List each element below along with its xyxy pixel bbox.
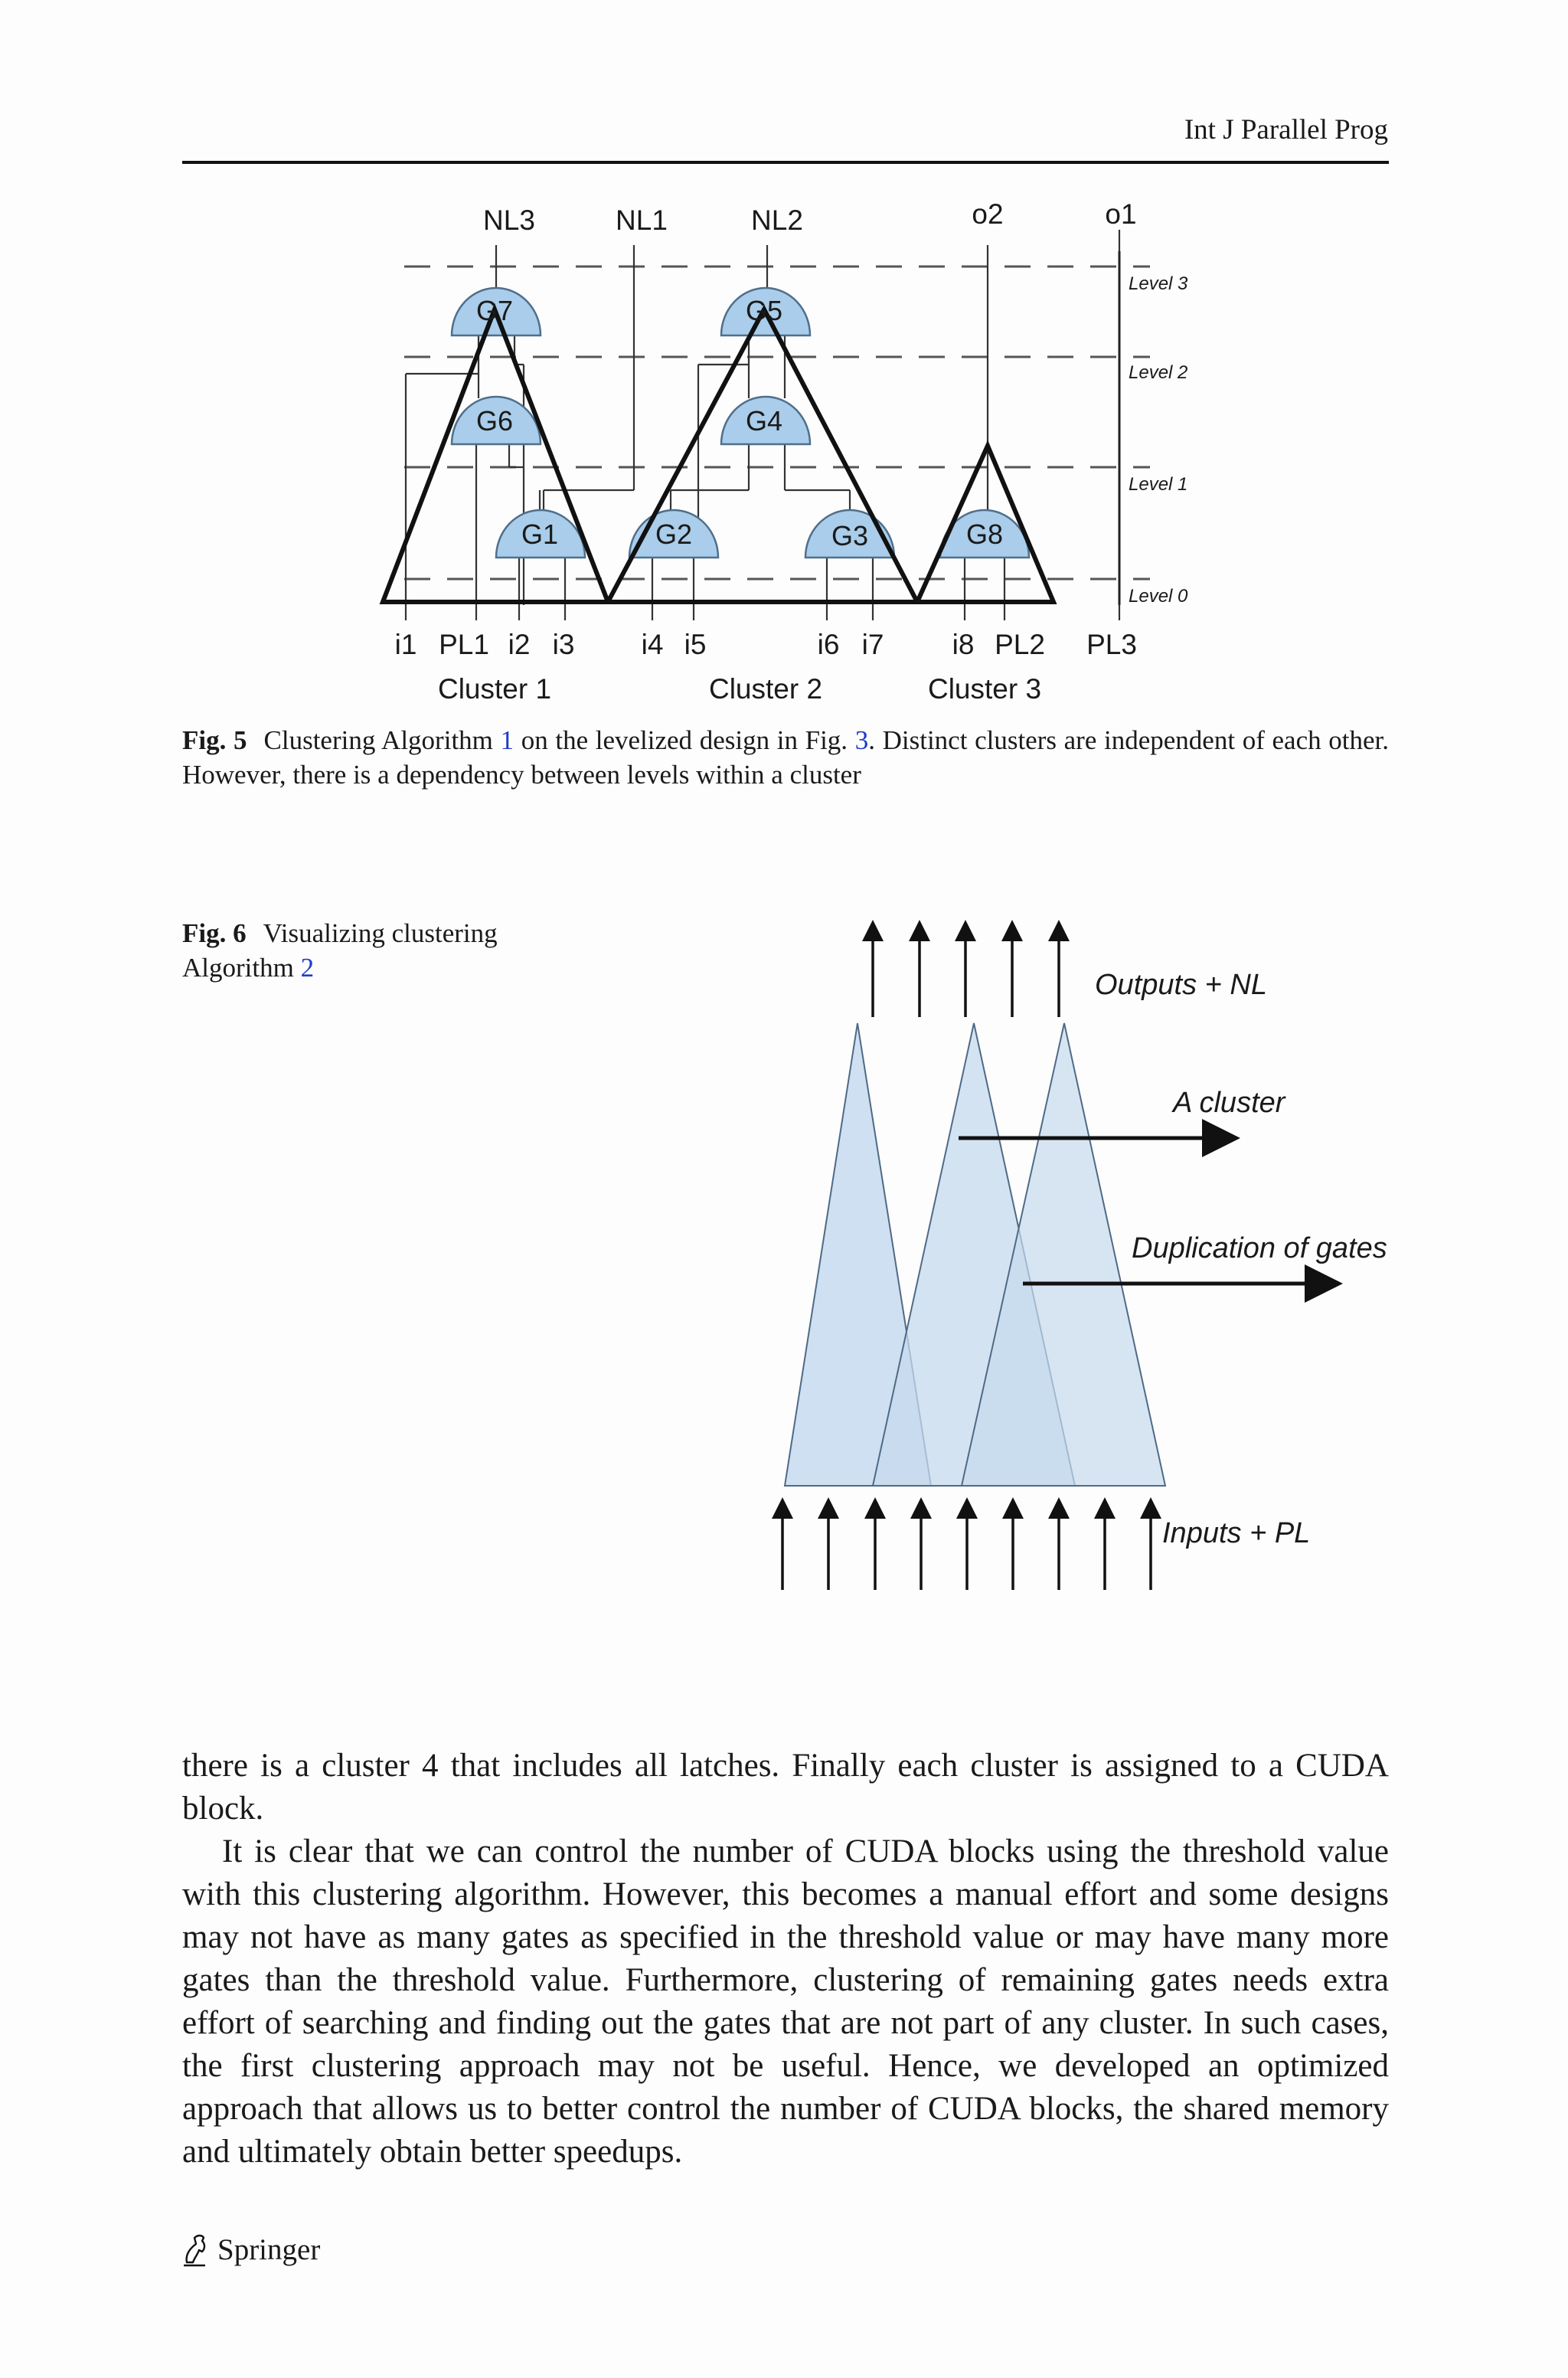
gate-label: G6 bbox=[475, 405, 514, 437]
springer-horse-icon bbox=[179, 2232, 210, 2267]
body-text bbox=[182, 1745, 1389, 2174]
input-label: PL3 bbox=[1086, 629, 1137, 660]
cluster-cones bbox=[785, 1023, 1165, 1486]
input-label: PL2 bbox=[995, 629, 1045, 660]
gate-label: G5 bbox=[745, 295, 783, 326]
caption-label: Fig. 6 bbox=[182, 918, 247, 948]
cluster-annotation: A cluster bbox=[1173, 1087, 1285, 1119]
caption-text: on the levelized design in Fig. bbox=[514, 725, 855, 755]
input-label: i5 bbox=[684, 629, 707, 660]
caption-label: Fig. 5 bbox=[182, 725, 247, 755]
input-arrows bbox=[782, 1503, 1151, 1590]
running-header: Int J Parallel Prog bbox=[1184, 114, 1388, 146]
level-label: Level 3 bbox=[1129, 273, 1188, 294]
algorithm-ref-link[interactable]: 2 bbox=[300, 953, 315, 983]
figure-ref-link[interactable]: 3 bbox=[854, 725, 869, 755]
body-paragraph: It is clear that we can control the number of CUDA blocks using the threshold value with this clustering algorithm. However, this becomes a manual effort and some designs may not have as many gates as specified in the threshold value or may have many more gates than the threshold value. Furthermore, clustering of remaining gates needs extra effort of searching and finding out the gates that are not part of any cluster. In such cases, the first clustering approach may not be useful. Hence, we developed an optimized approach that allows us to better control the number of CUDA blocks, the shared memory and ultimately obtain better speedups. bbox=[182, 1833, 1389, 2170]
output-arrows bbox=[873, 925, 1059, 1017]
outputs-annotation: Outputs + NL bbox=[1095, 969, 1267, 1001]
gate-label: G1 bbox=[521, 518, 559, 550]
top-label: NL1 bbox=[616, 204, 668, 236]
level-label: Level 2 bbox=[1129, 362, 1188, 383]
cluster-label: Cluster 1 bbox=[437, 673, 552, 705]
top-label: o1 bbox=[1105, 198, 1137, 230]
duplication-annotation: Duplication of gates bbox=[1132, 1232, 1387, 1264]
caption-text: . Distinct clusters are independent of each other. However, there is a dependency between levels within a cluster bbox=[182, 725, 1389, 790]
top-label: o2 bbox=[972, 198, 1004, 230]
top-label: NL2 bbox=[751, 204, 803, 236]
top-label: NL3 bbox=[483, 204, 535, 236]
input-label: i8 bbox=[952, 629, 975, 660]
caption-text: Visualizing clustering Algorithm bbox=[182, 918, 498, 983]
input-label: i7 bbox=[861, 629, 884, 660]
body-paragraph: there is a cluster 4 that includes all latches. Finally each cluster is assigned to a CUDA block. bbox=[182, 1748, 1389, 1827]
cluster-label: Cluster 3 bbox=[927, 673, 1042, 705]
input-label: i4 bbox=[641, 629, 664, 660]
gate-label: G3 bbox=[831, 520, 869, 551]
input-label: i3 bbox=[552, 629, 575, 660]
input-label: i1 bbox=[394, 629, 417, 660]
publisher-name: Springer bbox=[217, 2232, 321, 2266]
gate-label: G4 bbox=[745, 405, 783, 437]
gate-label: G8 bbox=[965, 518, 1004, 550]
gate-label: G7 bbox=[475, 295, 514, 326]
cluster-label: Cluster 2 bbox=[708, 673, 823, 705]
input-label: PL1 bbox=[439, 629, 489, 660]
publisher-footer bbox=[179, 2232, 320, 2267]
level-label: Level 1 bbox=[1129, 474, 1188, 495]
inputs-annotation: Inputs + PL bbox=[1162, 1517, 1311, 1549]
algorithm-ref-link[interactable]: 1 bbox=[500, 725, 514, 755]
input-label: i6 bbox=[817, 629, 840, 660]
level-label: Level 0 bbox=[1129, 586, 1188, 607]
caption-text: Clustering Algorithm bbox=[263, 725, 501, 755]
gate-label: G2 bbox=[655, 518, 693, 550]
input-label: i2 bbox=[508, 629, 531, 660]
